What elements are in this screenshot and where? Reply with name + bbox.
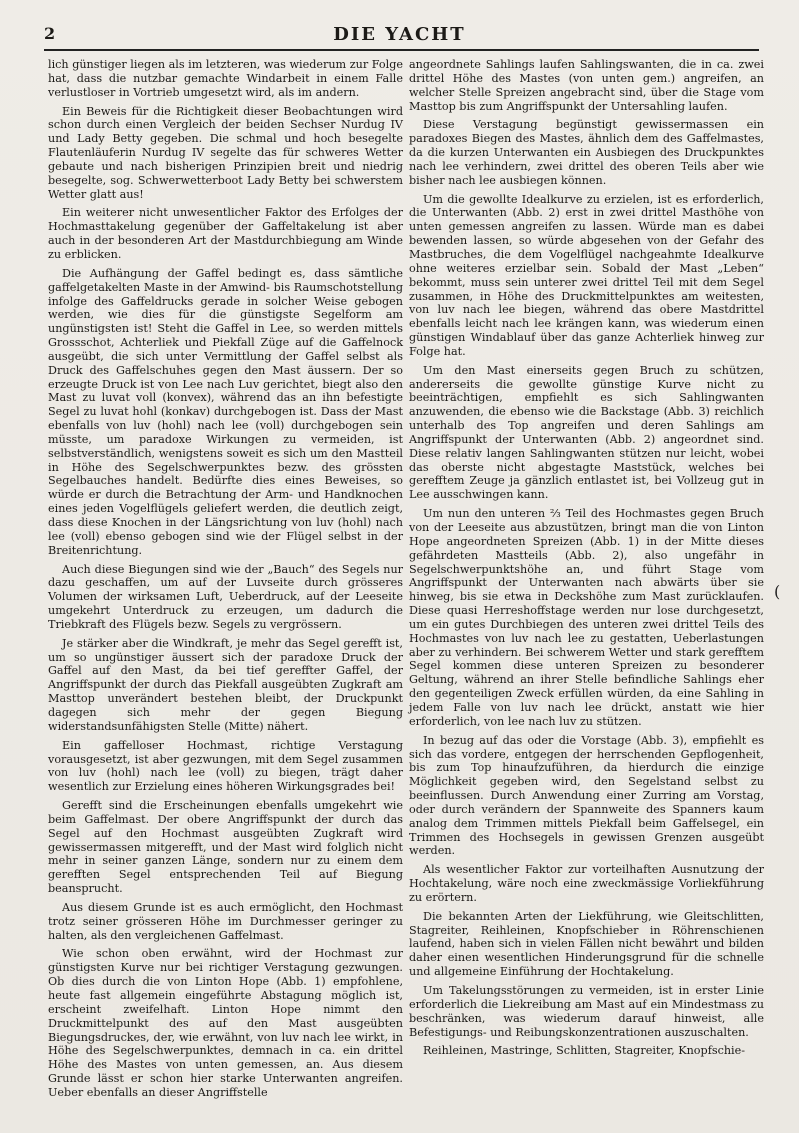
paragraph: Um Takelungsstörungen zu vermeiden, ist in erster Linie erforderlich die Liekreibung am Mast auf ein Mindestmass zu beschränken, was wiederum darauf hinweist, alle Befestigungs- und Reibungskonzentrationen auszuschalten. xyxy=(409,984,764,1039)
paragraph: Um die gewollte Idealkurve zu erzielen, ist es erforderlich, die Unterwanten (Abb. 2) erst in zwei drittel Masthöhe von unten gemessen angreifen zu lassen. Würde man es dabei bewenden lassen, so würde abgesehen von der Gefahr des Mastbruches, die dem Vogelflügel nachgeahmte Idealkurve ohne weiteres erzielbar sein. Sobald der Mast „Leben“ bekommt, muss sein unterer zwei drittel Teil mit dem Segel zusammen, in Höhe des Druckmittelpunktes am weitesten, von luv nach lee biegen, während das obere Mastdrittel ebenfalls leicht nach lee krängen kann, was wiederum einen günstigen Windablauf über das ganze Achterliek hinweg zur Folge hat. xyxy=(409,192,764,358)
paragraph: lich günstiger liegen als im letzteren, was wiederum zur Folge hat, dass die nutzbar gemachte Windarbeit in einem Falle verlustloser in Vortrieb umgesetzt wird, als im andern. xyxy=(48,58,403,99)
paragraph: Ein Beweis für die Richtigkeit dieser Beobachtungen wird schon durch einen Vergleich der beiden Sechser Nurdug IV und Lady Betty gegeben. Die schmal und hoch besegelte Flautenläuferin Nurdug IV segelte das für schweres Wetter gebaute und nach bisherigen Prinzipien breit und niedrig besegelte, sog. Schwerwetterboot Lady Betty bei schwerstem Wetter glatt aus! xyxy=(48,104,403,201)
paragraph: Aus diesem Grunde ist es auch ermöglicht, den Hochmast trotz seiner grösseren Höhe im Durchmesser geringer zu halten, als den vergleichenen Gaffelmast. xyxy=(48,900,403,942)
page-title: DIE YACHT xyxy=(333,24,466,45)
paragraph: Diese Verstagung begünstigt gewissermassen ein paradoxes Biegen des Mastes, ähnlich dem des Gaffelmastes, da die kurzen Unterwanten ein Ausbiegen des Druckpunktes nach lee verhindern, zwei drittel des oberen Teils aber wie bisher nach lee ausbiegen können. xyxy=(409,118,764,187)
paragraph: Gerefft sind die Erscheinungen ebenfalls umgekehrt wie beim Gaffelmast. Der obere Angriffspunkt der durch das Segel auf den Hochmast ausgeübten Zugkraft wird gewissermassen mitgerefft, und der Mast wird folglich nicht mehr in seiner ganzen Länge, sondern nur zu einem dem gerefften Segel entsprechenden Teil auf Biegung beansprucht. xyxy=(48,799,403,896)
page-number: 2 xyxy=(44,24,56,43)
left-column xyxy=(48,58,403,1105)
paragraph: Auch diese Biegungen sind wie der „Bauch“ des Segels nur dazu geschaffen, um auf der Luvseite durch grösseres Volumen der wirksamen Luft, Ueberdruck, auf der Leeseite umgekehrt Unterdruck zu erzeugen, um dadurch die Triebkraft des Flügels bezw. Segels zu vergrössern. xyxy=(48,562,403,631)
paragraph: Ein weiterer nicht unwesentlicher Faktor des Erfolges der Hochmasttakelung gegenüber der Gaffeltakelung ist aber auch in der besonderen Art der Mastdurchbiegung am Winde zu erblicken. xyxy=(48,206,403,261)
header-rule xyxy=(44,49,759,51)
paragraph: In bezug auf das oder die Vorstage (Abb. 3), empfiehlt es sich das vordere, entgegen der herrschenden Gepflogenheit, bis zum Top hinaufzuführen, da hierdurch die einzige Möglichkeit gegeben wird, den Segelstand selbst zu beeinflussen. Durch Anwendung einer Zurring am Vorstag, oder durch verändern der Spannweite des Spanners kaum analog dem Trimmen mittels Piekfall beim Gaffelsegel, ein Trimmen des Hochsegels in gewissen Grenzen ausgeübt werden. xyxy=(409,733,764,858)
paragraph: Die bekannten Arten der Liekführung, wie Gleitschlitten, Stagreiter, Reihleinen, Knopfschieber in Röhrenschienen laufend, haben sich in vielen Fällen nicht bewährt und bilden daher einen wesentlichen Hinderungsgrund für die schnelle und allgemeine Einführung der Hochtakelung. xyxy=(409,909,764,979)
paragraph: Reihleinen, Mastringe, Schlitten, Stagreiter, Knopfschie- xyxy=(423,1044,746,1058)
paragraph: Als wesentlicher Faktor zur vorteilhaften Ausnutzung der Hochtakelung, wäre noch eine zweckmässige Vorliekführung zu erörtern. xyxy=(409,863,764,904)
paragraph: angeordnete Sahlings laufen Sahlingswanten, die in ca. zwei drittel Höhe des Mastes (von unten gem.) angreifen, an welcher Stelle Spreizen angebracht sind, über die Stage vom Masttop bis zum Angriffspunkt der Untersahling laufen. xyxy=(409,58,764,113)
paragraph: Um den Mast einerseits gegen Bruch zu schützen, andererseits die gewollte günstige Kurve nicht zu beeinträchtigen, empfiehlt es sich Sahlingwanten anzuwenden, die ebenso wie die Backstage (Abb. 3) reichlich unterhalb des Top angreifen und deren Sahlings am Angriffspunkt der Unterwanten (Abb. 2) angeordnet sind. Diese relativ langen Sahlingwanten stützen nur leicht, wobei das oberste nicht abgestagte Maststück, welches bei gerefftem Zeuge ja gänzlich entlastet ist, bei Vollzeug gut in Lee ausschwingen kann. xyxy=(409,363,764,502)
margin-mark: ( xyxy=(774,582,781,601)
paragraph: Ein gaffelloser Hochmast, richtige Verstagung vorausgesetzt, ist aber gezwungen, mit dem Segel zusammen von luv (hohl) nach lee (voll) zu biegen, trägt daher wesentlich zur Erzielung eines höheren Wirkungsgrades bei! xyxy=(48,738,403,794)
paragraph: Die Aufhängung der Gaffel bedingt es, dass sämtliche gaffelgetakelten Maste in der Amwind- bis Raumschotstellung infolge des Gaffeldrucks gerade in solcher Weise gebogen werden, wie dies für die günstigste Segelform am ungünstigsten ist! Steht die Gaffel in Lee, so werden mittels Grossschot, Achterliek und Piekfall Züge auf die Gaffelnock ausgeübt, die sich unter Vermittlung der Gaffel selbst als Druck des Gaffelschuhes gegen den Mast äussern. Der so erzeugte Druck ist von Lee nach Luv gerichtet, biegt also den Mast zu luvat voll (konvex), während das an ihn befestigte Segel zu luvat hohl (konkav) durchgebogen ist. Dass der Mast ebenfalls von luv (hohl) nach lee (voll) durchgebogen sein müsste, um paradoxe Wirkungen zu vermeiden, ist selbstverständlich, wenigstens soweit es sich um den Mastteil in Höhe des Segelschwerpunktes bezw. des grössten Segelbauches handelt. Bedürfte dies eines Beweises, so würde er durch die Betrachtung der Arm- und Handknochen eines jeden Vogelflügels geliefert werden, die deutlich zeigt, dass diese Knochen in der Längsrichtung von luv (hohl) nach lee (voll) ebenso gebogen sind wie der Flügel selbst in der Breitenrichtung. xyxy=(48,266,403,557)
right-column xyxy=(409,58,764,1063)
paragraph: Je stärker aber die Windkraft, je mehr das Segel gerefft ist, um so ungünstiger äussert sich der paradoxe Druck der Gaffel auf den Mast, da bei tief gereffter Gaffel, der Angriffspunkt der durch das Piekfall ausgeübten Zugkraft am Masttop unverändert bestehen bleibt, der Druckpunkt dagegen sich mehr der gegen Biegung widerstandsunfähigsten Stelle (Mitte) nähert. xyxy=(48,636,403,733)
paragraph: Wie schon oben erwähnt, wird der Hochmast zur günstigsten Kurve nur bei richtiger Verstagung gezwungen. Ob dies durch die von Linton Hope (Abb. 1) empfohlene, heute fast allgemein eingeführte Abstagung möglich ist, erscheint zweifelhaft. Linton Hope nimmt den Druckmittelpunkt des auf den Mast ausgeübten Biegungsdruckes, der, wie erwähnt, von luv nach lee wirkt, in Höhe des Segelschwerpunktes, demnach in ca. ein drittel Höhe des Mastes von unten gemessen, an. Aus diesem Grunde lässt er schon hier starke Unterwanten angreifen. Ueber ebenfalls an dieser Angriffstelle xyxy=(48,947,403,1099)
paragraph: Um nun den unteren ⅔ Teil des Hochmastes gegen Bruch von der Leeseite aus abzustützen, bringt man die von Linton Hope angeordneten Spreizen (Abb. 1) in der Mitte dieses gefährdeten Mastteils (Abb. 2), also ungefähr in Segelschwerpunktshöhe an, und führt Stage vom Angriffspunkt der Unterwanten nach abwärts über sie hinweg, bis sie etwa in Deckshöhe zum Mast zurücklaufen. Diese quasi Herreshoffstage werden nur lose durchgesetzt, um ein gutes Durchbiegen des unteren zwei drittel Teils des Hochmastes von luv nach lee zu gestatten, Ueberlastungen aber zu verhindern. Bei schwerem Wetter und stark gerefftem Segel kommen diese unteren Spreizen zu besonderer Geltung, während an ihrer Stelle befindliche Sahlings eher den gegenteiligen Zweck erfüllen würden, da eine Sahling in jedem Falle von luv nach lee drückt, anstatt wie hier erforderlich, von lee nach luv zu stützen. xyxy=(409,507,764,728)
